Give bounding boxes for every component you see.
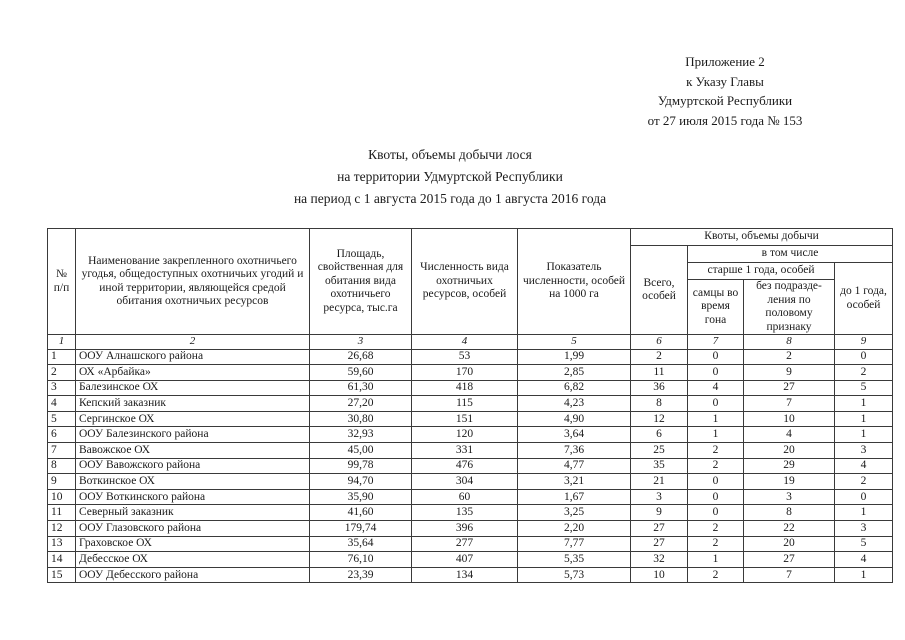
row-no-sex: 29 [744,458,835,474]
table-row [48,365,893,381]
table-row [48,458,893,474]
row-density: 3,25 [518,505,631,521]
row-no-sex: 7 [744,396,835,412]
row-name: ООУ Воткинского района [76,489,310,505]
row-no-sex: 7 [744,567,835,583]
table-row [48,552,893,568]
row-males: 0 [688,349,744,365]
row-no-sex: 8 [744,505,835,521]
row-area: 179,74 [310,521,412,537]
row-name: Граховское ОХ [76,536,310,552]
row-males: 0 [688,474,744,490]
quota-table [47,228,893,583]
column-index: 3 [310,335,412,350]
row-total: 35 [631,458,688,474]
row-under-1yr: 5 [835,536,893,552]
row-number: 6 [48,427,76,443]
annex-header [600,52,850,130]
row-area: 76,10 [310,552,412,568]
row-under-1yr: 2 [835,365,893,381]
row-area: 27,20 [310,396,412,412]
row-total: 2 [631,349,688,365]
row-no-sex: 19 [744,474,835,490]
row-density: 5,73 [518,567,631,583]
row-total: 25 [631,443,688,459]
row-total: 8 [631,396,688,412]
row-area: 35,64 [310,536,412,552]
row-name: Дебесское ОХ [76,552,310,568]
row-population: 60 [412,489,518,505]
row-density: 4,90 [518,411,631,427]
column-index: 9 [835,335,893,350]
row-males: 2 [688,443,744,459]
row-population: 407 [412,552,518,568]
row-number: 15 [48,567,76,583]
column-index: 6 [631,335,688,350]
annex-line: от 27 июля 2015 года № 153 [647,112,803,128]
document-title [160,144,740,210]
title-line: Квоты, объемы добычи лося [368,147,532,162]
row-total: 11 [631,365,688,381]
row-density: 5,35 [518,552,631,568]
row-no-sex: 10 [744,411,835,427]
row-density: 2,20 [518,521,631,537]
row-no-sex: 27 [744,552,835,568]
row-population: 277 [412,536,518,552]
table-row [48,536,893,552]
row-area: 35,90 [310,489,412,505]
row-name: Вавожское ОХ [76,443,310,459]
row-under-1yr: 1 [835,396,893,412]
row-males: 4 [688,380,744,396]
row-under-1yr: 4 [835,552,893,568]
row-number: 2 [48,365,76,381]
row-total: 9 [631,505,688,521]
row-population: 151 [412,411,518,427]
row-name: Воткинское ОХ [76,474,310,490]
row-population: 135 [412,505,518,521]
row-number: 12 [48,521,76,537]
table-row [48,411,893,427]
header-total: Всего, особей [631,246,688,335]
row-number: 9 [48,474,76,490]
header-num: № п/п [48,229,76,335]
table-row [48,567,893,583]
row-area: 26,68 [310,349,412,365]
header-density: Показатель численности, особей на 1000 га [518,229,631,335]
row-under-1yr: 3 [835,521,893,537]
header-under-1yr: до 1 года, особей [835,263,893,335]
row-area: 99,78 [310,458,412,474]
row-males: 0 [688,505,744,521]
row-total: 6 [631,427,688,443]
row-name: ОХ «Арбайка» [76,365,310,381]
row-no-sex: 3 [744,489,835,505]
row-population: 120 [412,427,518,443]
row-no-sex: 4 [744,427,835,443]
row-under-1yr: 4 [835,458,893,474]
row-number: 1 [48,349,76,365]
row-no-sex: 20 [744,536,835,552]
row-number: 10 [48,489,76,505]
row-under-1yr: 1 [835,427,893,443]
row-no-sex: 27 [744,380,835,396]
row-total: 21 [631,474,688,490]
header-including: в том числе [688,246,893,263]
row-density: 3,64 [518,427,631,443]
table-row [48,521,893,537]
row-area: 30,80 [310,411,412,427]
row-name: ООУ Глазовского района [76,521,310,537]
row-population: 115 [412,396,518,412]
header-males: самцы во время гона [688,280,744,335]
row-population: 134 [412,567,518,583]
table-row [48,427,893,443]
table-row [48,474,893,490]
column-index: 2 [76,335,310,350]
column-index: 5 [518,335,631,350]
row-number: 13 [48,536,76,552]
header-older-1yr: старше 1 года, особей [688,263,835,280]
row-density: 2,85 [518,365,631,381]
header-area: Площадь, свойственная для обитания вида охотничьего ресурса, тыс.га [310,229,412,335]
row-name: Кепский заказник [76,396,310,412]
row-under-1yr: 3 [835,443,893,459]
annex-line: Приложение 2 [685,54,765,69]
table-row [48,349,893,365]
row-total: 10 [631,567,688,583]
column-index: 8 [744,335,835,350]
row-under-1yr: 5 [835,380,893,396]
row-males: 2 [688,536,744,552]
row-population: 396 [412,521,518,537]
row-under-1yr: 2 [835,474,893,490]
row-under-1yr: 1 [835,505,893,521]
row-males: 1 [688,411,744,427]
row-density: 3,21 [518,474,631,490]
row-males: 0 [688,489,744,505]
title-line: на территории Удмуртской Республики [337,169,563,184]
row-under-1yr: 0 [835,489,893,505]
row-density: 1,67 [518,489,631,505]
row-number: 7 [48,443,76,459]
annex-line: к Указу Главы [686,73,764,89]
header-quotas-group: Квоты, объемы добычи [631,229,893,246]
row-area: 94,70 [310,474,412,490]
header-population: Численность вида охотничьих ресурсов, особей [412,229,518,335]
row-area: 41,60 [310,505,412,521]
row-number: 4 [48,396,76,412]
row-density: 6,82 [518,380,631,396]
row-total: 12 [631,411,688,427]
row-total: 32 [631,552,688,568]
row-population: 170 [412,365,518,381]
row-no-sex: 2 [744,349,835,365]
row-density: 1,99 [518,349,631,365]
row-number: 11 [48,505,76,521]
row-under-1yr: 1 [835,567,893,583]
row-males: 1 [688,427,744,443]
row-name: ООУ Дебесского района [76,567,310,583]
row-males: 0 [688,365,744,381]
row-number: 8 [48,458,76,474]
title-line: на период с 1 августа 2015 года до 1 августа 2016 года [293,191,607,206]
row-name: Балезинское ОХ [76,380,310,396]
row-total: 3 [631,489,688,505]
row-number: 5 [48,411,76,427]
row-total: 36 [631,380,688,396]
row-name: ООУ Алнашского района [76,349,310,365]
row-population: 304 [412,474,518,490]
row-name: Северный заказник [76,505,310,521]
row-name: ООУ Вавожского района [76,458,310,474]
row-area: 32,93 [310,427,412,443]
header-no-sex: без подразде-ления по половому признаку [744,280,835,335]
table-body [48,349,893,583]
row-number: 3 [48,380,76,396]
row-name: ООУ Балезинского района [76,427,310,443]
row-area: 45,00 [310,443,412,459]
row-number: 14 [48,552,76,568]
row-name: Сергинское ОХ [76,411,310,427]
row-no-sex: 9 [744,365,835,381]
table-row [48,396,893,412]
row-males: 1 [688,552,744,568]
row-density: 7,36 [518,443,631,459]
row-area: 61,30 [310,380,412,396]
row-density: 4,77 [518,458,631,474]
column-index: 7 [688,335,744,350]
row-males: 0 [688,396,744,412]
row-under-1yr: 1 [835,411,893,427]
row-no-sex: 22 [744,521,835,537]
row-density: 4,23 [518,396,631,412]
table-row [48,505,893,521]
row-under-1yr: 0 [835,349,893,365]
header-name: Наименование закрепленного охотничьего угодья, общедоступных охотничьих угодий и иной территории, являющейся средой обитания охотничьих ресурсов [76,229,310,335]
row-total: 27 [631,536,688,552]
table-row [48,380,893,396]
table-row [48,443,893,459]
annex-line: Удмуртской Республики [657,93,793,108]
row-population: 53 [412,349,518,365]
row-males: 2 [688,521,744,537]
row-total: 27 [631,521,688,537]
column-index-row [48,335,893,350]
column-index: 4 [412,335,518,350]
row-males: 2 [688,458,744,474]
row-males: 2 [688,567,744,583]
row-population: 418 [412,380,518,396]
table-row [48,489,893,505]
row-area: 23,39 [310,567,412,583]
row-area: 59,60 [310,365,412,381]
row-population: 476 [412,458,518,474]
row-density: 7,77 [518,536,631,552]
column-index: 1 [48,335,76,350]
row-no-sex: 20 [744,443,835,459]
row-population: 331 [412,443,518,459]
